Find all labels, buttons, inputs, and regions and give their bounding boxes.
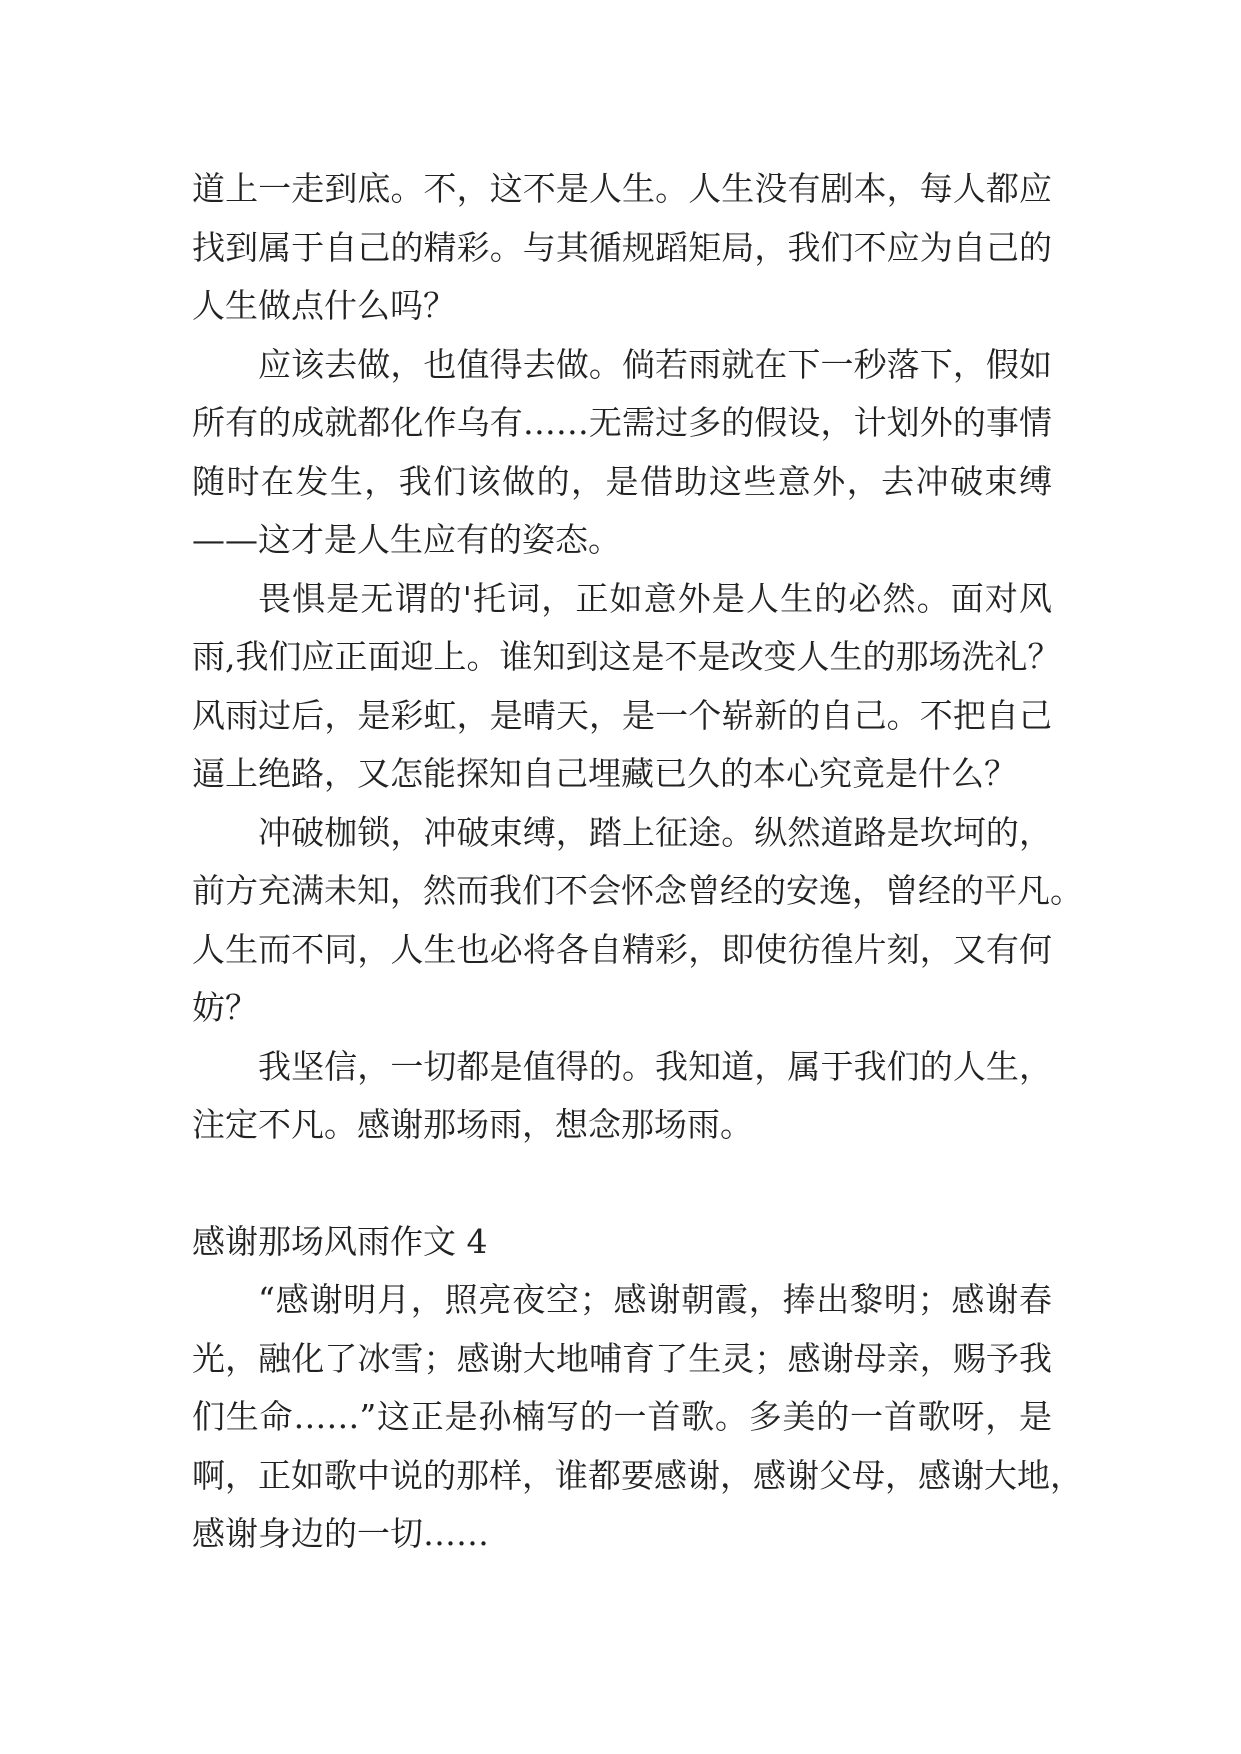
text-line: 感谢身边的一切…… bbox=[192, 1514, 489, 1553]
paragraph-6 bbox=[192, 1271, 1083, 1564]
text-line: 应该去做，也值得去做。倘若雨就在下一秒落下，假如 bbox=[258, 344, 1052, 384]
text-line: 啊，正如歌中说的那样，谁都要感谢，感谢父母，感谢大地， bbox=[192, 1455, 1083, 1495]
text-line: 冲破枷锁，冲破束缚，踏上征途。纵然道路是坎坷的， bbox=[258, 812, 1052, 852]
text-line: 逼上绝路，又怎能探知自己埋藏已久的本心究竟是什么？ bbox=[192, 754, 1017, 793]
text-line: 风雨过后，是彩虹，是晴天，是一个崭新的自己。不把自己 bbox=[192, 695, 1052, 735]
text-line: 人生做点什么吗？ bbox=[192, 286, 456, 325]
text-line: 我坚信，一切都是值得的。我知道，属于我们的人生， bbox=[258, 1046, 1052, 1086]
document-body bbox=[192, 160, 1083, 1564]
paragraph-3 bbox=[192, 570, 1061, 804]
paragraph-2 bbox=[192, 336, 1052, 570]
paragraph-1 bbox=[192, 160, 1052, 336]
text-line: 注定不凡。感谢那场雨，想念那场雨。 bbox=[192, 1105, 753, 1144]
text-line: 雨,我们应正面迎上。谁知到这是不是改变人生的那场洗礼？ bbox=[192, 637, 1061, 676]
text-line: 道上一走到底。不，这不是人生。人生没有剧本，每人都应 bbox=[192, 169, 1052, 208]
text-line: 畏惧是无谓的'托词，正如意外是人生的必然。面对风 bbox=[258, 578, 1052, 618]
paragraph-4 bbox=[192, 804, 1083, 1038]
text-line: 人生而不同，人生也必将各自精彩，即使彷徨片刻，又有何 bbox=[192, 929, 1052, 969]
text-line: 随时在发生，我们该做的，是借助这些意外，去冲破束缚 bbox=[192, 461, 1052, 501]
section-gap bbox=[192, 1155, 1052, 1213]
text-line: 们生命……”这正是孙楠写的一首歌。多美的一首歌呀，是 bbox=[192, 1397, 1052, 1436]
text-line: 妨？ bbox=[192, 988, 258, 1027]
text-line: 找到属于自己的精彩。与其循规蹈矩局，我们不应为自己的 bbox=[192, 227, 1052, 267]
text-line: 光，融化了冰雪；感谢大地哺育了生灵；感谢母亲，赐予我 bbox=[192, 1338, 1052, 1378]
text-line: 所有的成就都化作乌有……无需过多的假设，计划外的事情 bbox=[192, 403, 1052, 442]
text-line: “感谢明月，照亮夜空；感谢朝霞，捧出黎明；感谢春 bbox=[258, 1280, 1052, 1319]
section-heading: 感谢那场风雨作文 4 bbox=[192, 1221, 488, 1261]
text-line: ——这才是人生应有的姿态。 bbox=[192, 520, 621, 559]
text-line: 前方充满未知，然而我们不会怀念曾经的安逸，曾经的平凡。 bbox=[192, 871, 1083, 910]
paragraph-5 bbox=[192, 1038, 1052, 1155]
